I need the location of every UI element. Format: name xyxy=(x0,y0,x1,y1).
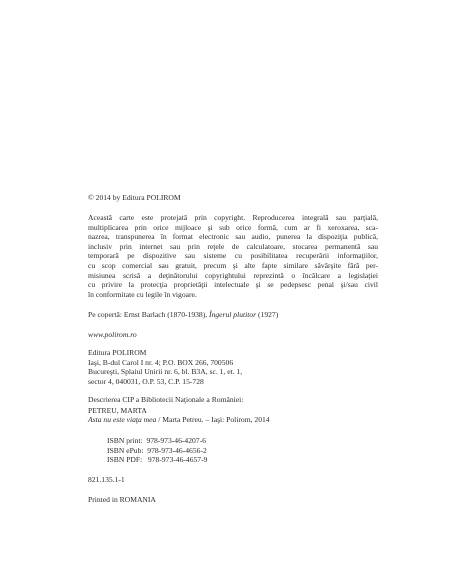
cip-book xyxy=(88,415,378,425)
printed-in: Printed in ROMANIA xyxy=(88,495,156,504)
legal-line: Această carte este protejată prin copyright. Reproducerea integrală sau parţială, xyxy=(88,213,378,222)
classification-code: 821.135.1-1 xyxy=(88,475,125,484)
website-link[interactable]: www.polirom.ro xyxy=(88,330,137,339)
publisher-line: Iaşi, B-dul Carol I nr. 4; P.O. BOX 266, 700506 xyxy=(88,357,234,367)
cip-book-rest: / Marta Petreu. – Iaşi: Polirom, 2014 xyxy=(156,415,270,425)
cip-heading: Descrierea CIP a Bibliotecii Naţionale a României: xyxy=(88,395,244,404)
legal-line: inclusiv prin internet sau prin reţele de calculatoare, stocarea permanentă sau xyxy=(88,241,378,251)
legal-notice xyxy=(88,213,378,299)
cover-artwork-title: Îngerul plutitor xyxy=(209,310,257,319)
legal-line: multiplicarea prin orice mijloace şi sub orice formă, cum ar fi xeroxarea, sca- xyxy=(88,222,378,232)
legal-line: cu scop comercial sau gratuit, precum şi alte fapte similare săvârşite fără per- xyxy=(88,260,378,270)
legal-line: cu privire la protecţia proprietăţii intelectuale şi se pedepsesc penal şi/sau civil xyxy=(88,280,378,290)
cover-credit-prefix: Pe copertă: Ernst Barlach (1870-1938), xyxy=(88,310,210,319)
publisher-address xyxy=(88,348,378,386)
legal-line: misiunea scrisă a deţinătorului copyrightului reprezintă o încălcare a legislaţiei xyxy=(88,270,378,280)
cover-credit-suffix: (1927) xyxy=(256,310,279,319)
legal-line: nazrea, transpunerea în format electronic sau audio, punerea la dispoziţia publică, xyxy=(88,232,378,242)
publisher-line: Editura POLIROM xyxy=(88,348,147,357)
cip-author: PETREU, MARTA xyxy=(88,405,147,415)
legal-line: în conformitate cu legile în vigoare. xyxy=(88,289,197,299)
copyright-line: © 2014 by Editura POLIROM xyxy=(88,193,181,202)
publisher-line: Bucureşti, Splaiul Unirii nr. 6, bl. B3A, sc. 1, et. 1, xyxy=(88,367,243,377)
isbn-line: ISBN PDF: 978-973-46-4657-9 xyxy=(107,455,208,465)
cip-record xyxy=(88,395,378,425)
isbn-line: ISBN ePub: 978-973-46-4656-2 xyxy=(107,445,207,455)
isbn-line: ISBN print: 978-973-46-4207-6 xyxy=(107,436,206,445)
isbn-list xyxy=(107,436,397,465)
publisher-line: sector 4, 040031, O.P. 53, C.P. 15-728 xyxy=(88,376,204,386)
cip-book-title: Asta nu este viaţa mea xyxy=(88,415,157,425)
legal-line: temporară pe dispozitive sau sisteme cu posibilitatea recuperării informaţiilor, xyxy=(88,251,378,261)
cover-credit xyxy=(88,310,378,320)
